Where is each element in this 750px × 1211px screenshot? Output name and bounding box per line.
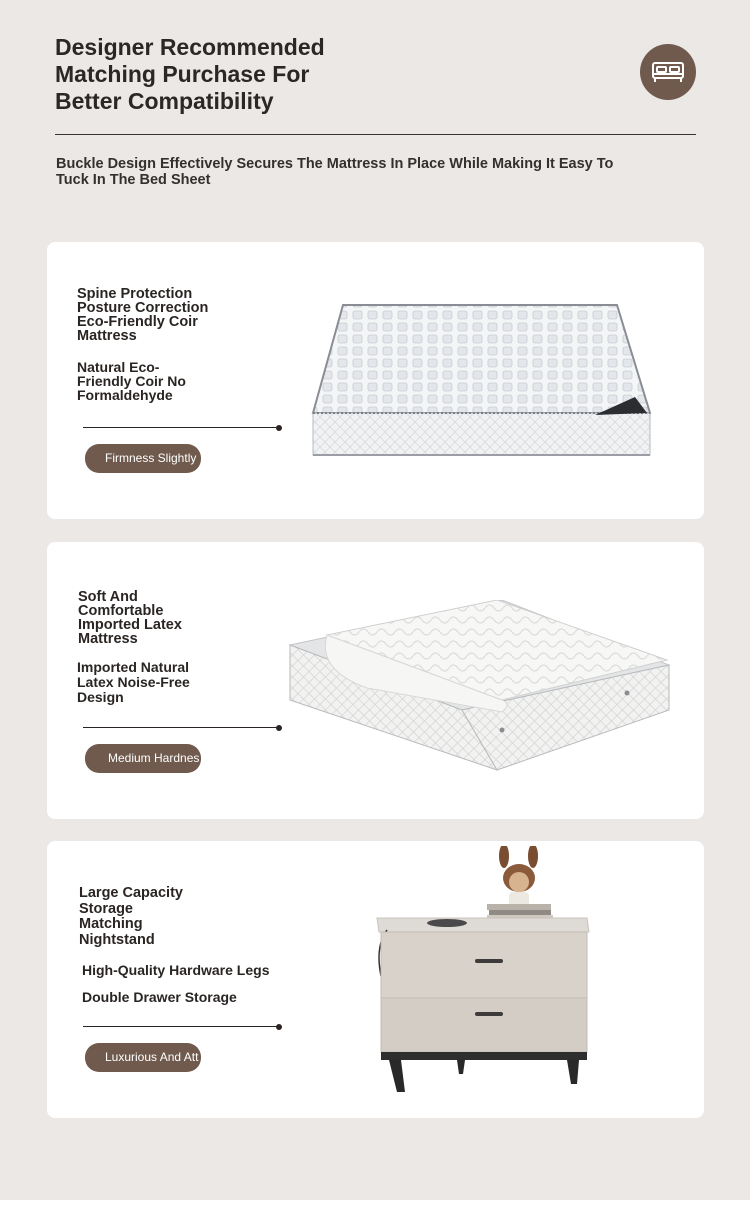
firmness-badge: Firmness Slightly — [85, 444, 201, 473]
product-title: Spine Protection Posture Correction Eco-Friendly Coir Mattress — [77, 286, 209, 344]
coir-mattress-image — [305, 297, 660, 462]
style-badge: Luxurious And Att — [85, 1043, 201, 1072]
hardness-badge: Medium Hardnes — [85, 744, 201, 773]
feature-divider-dot — [276, 425, 282, 431]
page-title: Designer Recommended Matching Purchase For Better Compatibility — [55, 34, 325, 114]
product-description: Natural Eco-Friendly Coir No Formaldehyde — [77, 359, 186, 403]
feature-divider-dot — [276, 1024, 282, 1030]
latex-mattress-image — [287, 600, 677, 775]
feature-divider — [83, 427, 279, 428]
product-card-nightstand[interactable] — [47, 841, 704, 1118]
product-card-latex-mattress[interactable] — [47, 542, 704, 819]
header-divider — [55, 134, 696, 135]
product-description: Imported Natural Latex Noise-Free Design — [77, 659, 190, 705]
product-card-coir-mattress[interactable] — [47, 242, 704, 519]
feature-divider-dot — [276, 725, 282, 731]
feature-divider — [83, 727, 279, 728]
bed-icon — [640, 44, 696, 100]
product-title: Large Capacity Storage Matching Nightstand — [79, 885, 183, 948]
product-feature-legs: High-Quality Hardware Legs — [82, 962, 270, 978]
product-title: Soft And Comfortable Imported Latex Mattress — [78, 589, 182, 647]
feature-divider — [83, 1026, 279, 1027]
nightstand-image — [367, 846, 597, 1096]
page-footer-band — [0, 1200, 750, 1211]
product-feature-drawers: Double Drawer Storage — [82, 989, 237, 1005]
header-subtitle: Buckle Design Effectively Secures The Mattress In Place While Making It Easy To Tuck In The Bed Sheet — [56, 156, 614, 188]
